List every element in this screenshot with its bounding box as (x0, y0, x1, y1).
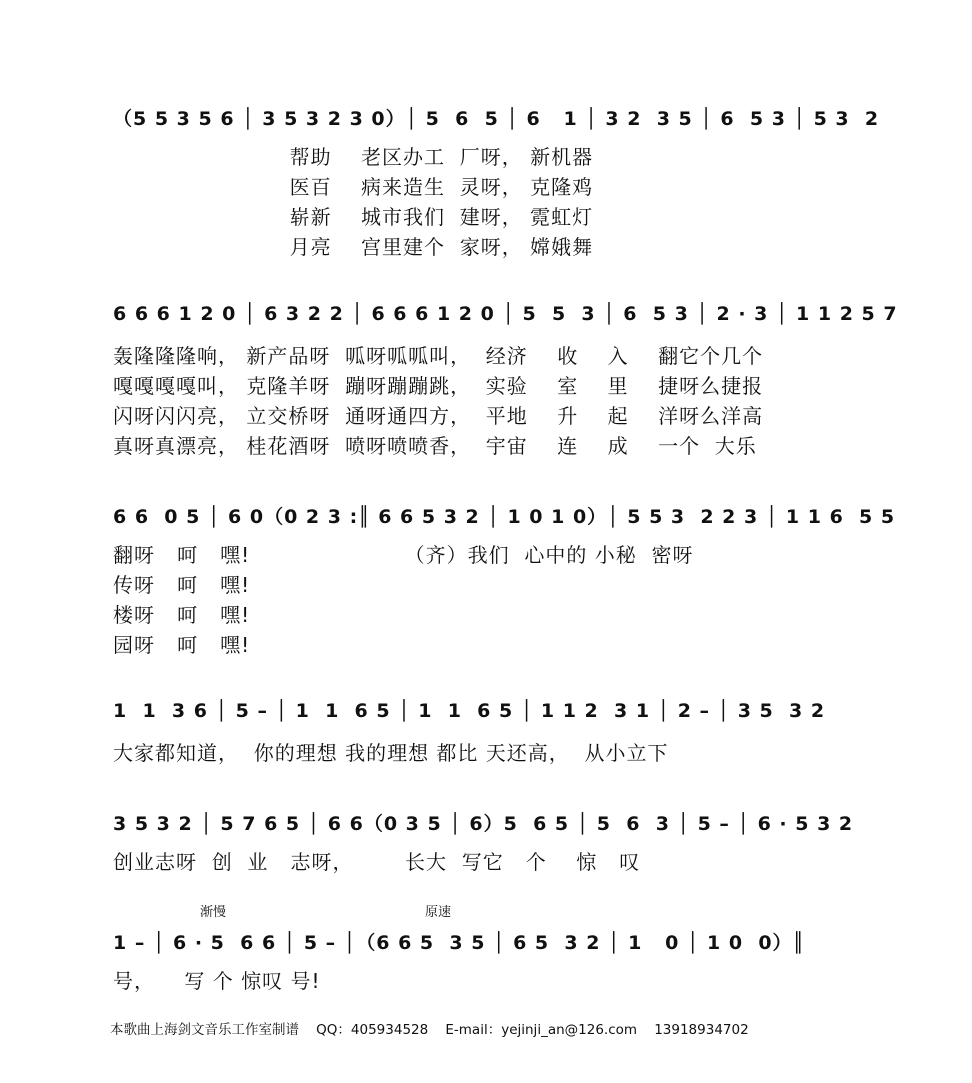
lyric-verse-1: 翻呀 呵 嘿! （齐）我们 心中的 小秘 密呀 (113, 543, 694, 567)
notation-line (113, 98, 880, 142)
notation-text: 1 – │ 6 · 5 6 6 │ 5 – │（6 6 5 3 5 │ 6 5 3 2 │ 1 0 │ 1 0 0）║ (113, 932, 805, 954)
lyric-verse-2: 嘎嘎嘎嘎叫， 克隆羊呀 蹦呀蹦蹦跳， 实验 室 里 捷呀么捷报 (113, 374, 764, 398)
lyric-verse-1: 轰隆隆隆响， 新产品呀 呱呀呱呱叫， 经济 收 入 翻它个几个 (113, 344, 764, 368)
notation-text: 3 5 3 2 │ 5 7 6 5 │ 6 6（0 3 5 │ 6）5 6 5 │ 5 6 3 │ 5 – │ 6 · 5 3 2 (113, 813, 854, 835)
lyric-verse-1: 帮助 老区办工 厂呀， 新机器 (113, 145, 594, 169)
notation-line (113, 297, 898, 341)
score-system-1 (113, 98, 880, 262)
notation-text: 1 1 3 6 │ 5 – │ 1 1 6 5 │ 1 1 6 5 │ 1 1 2 3 1 │ 2 – │ 3 5 3 2 (113, 700, 826, 722)
tempo-mark-a-tempo: 原速 (425, 905, 452, 920)
notation-line (113, 496, 896, 540)
score-system-5 (113, 803, 865, 877)
tempo-mark-ritardando: 渐慢 (200, 905, 227, 920)
notation-text: 6 6 0 5 │ 6 0（0 2 3 :║ 6 6 5 3 2 │ 1 0 1 0）│ 5 5 3 2 2 3 │ 1 1 6 5 5 (113, 506, 896, 528)
lyric-verse-3: 崭新 城市我们 建呀， 霓虹灯 (113, 205, 594, 229)
notation-line (113, 803, 865, 847)
score-system-3 (113, 496, 896, 660)
score-system-6 (113, 922, 865, 996)
lyric-verse-4: 园呀 呵 嘿! (113, 633, 251, 657)
lyric-verse-1: 创业志呀 创 业 志呀， 长大 写它 个 惊 叹 (113, 850, 641, 874)
lyric-verse-4: 月亮 宫里建个 家呀， 嫦娥舞 (113, 235, 594, 259)
notation-line (113, 922, 865, 966)
score-system-4 (113, 694, 865, 768)
lyric-verse-1: 大家都知道， 你的理想 我的理想 都比 天还高， 从小立下 (113, 741, 669, 765)
copyright-footer: 本歌曲上海剑文音乐工作室制谱 QQ：405934528 E-mail：yejinji_an@126.com 13918934702 (110, 1022, 749, 1038)
score-system-2 (113, 297, 898, 461)
lyric-verse-3: 楼呀 呵 嘿! (113, 603, 251, 627)
lyric-verse-4: 真呀真漂亮， 桂花酒呀 喷呀喷喷香， 宇宙 连 成 一个 大乐 (113, 434, 757, 458)
lyric-verse-1: 号， 写 个 惊叹 号! (113, 969, 321, 993)
lyric-verse-3: 闪呀闪闪亮， 立交桥呀 通呀通四方， 平地 升 起 洋呀么洋高 (113, 404, 764, 428)
lyric-verse-2: 医百 病来造生 灵呀， 克隆鸡 (113, 175, 594, 199)
notation-text: 6 6 6 1 2 0 │ 6 3 2 2 │ 6 6 6 1 2 0 │ 5 5 3 │ 6 5 3 │ 2 · 3 │ 1 1 2 5 7 (113, 303, 898, 325)
lyric-verse-2: 传呀 呵 嘿! (113, 573, 251, 597)
notation-text: （5 5 3 5 6 │ 3 5 3 2 3 0）│ 5 6 5 │ 6 1 │ 3 2 3 5 │ 6 5 3 │ 5 3 2 (113, 108, 880, 130)
notation-line (113, 694, 865, 738)
